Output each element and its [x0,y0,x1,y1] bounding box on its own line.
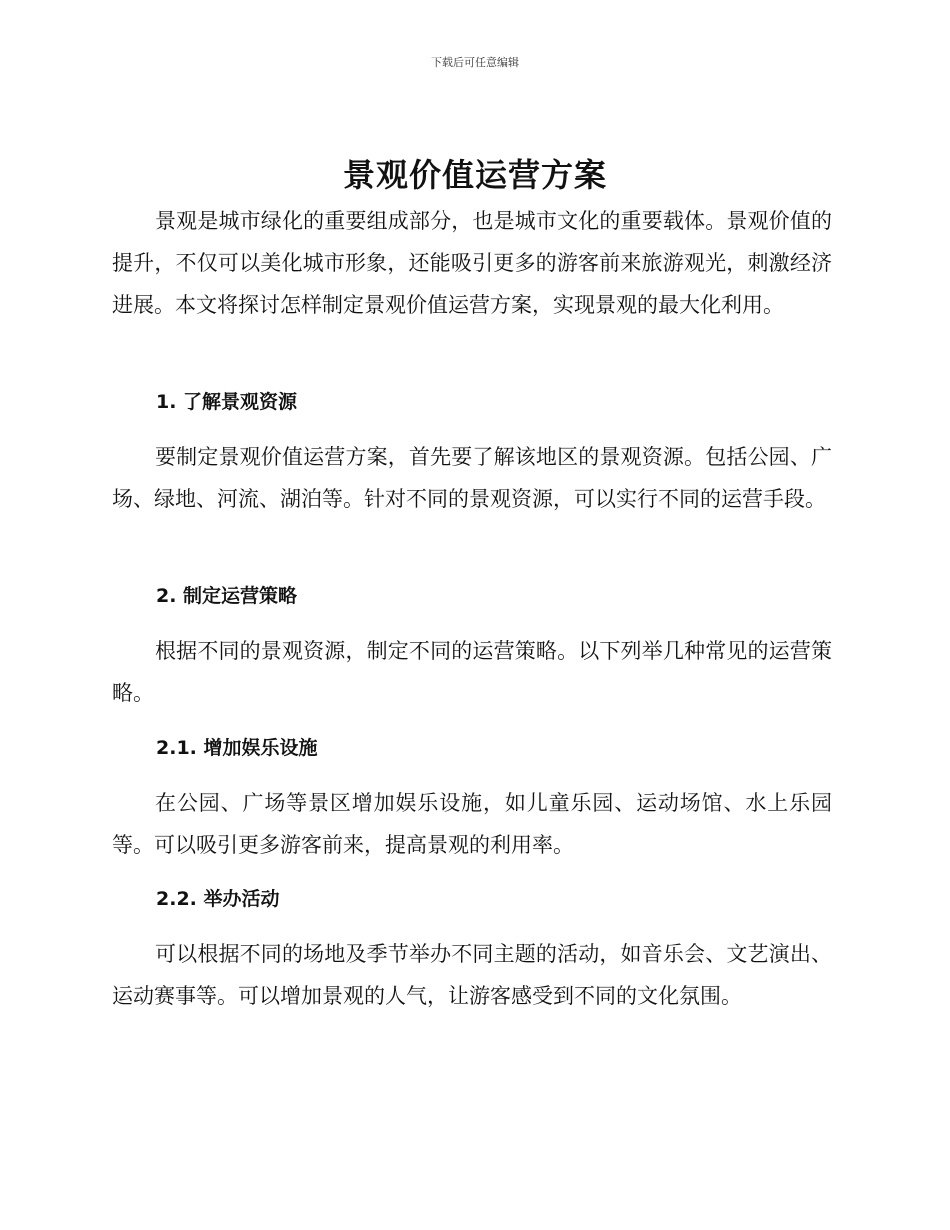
section-paragraph: 可以根据不同的场地及季节举办不同主题的活动，如音乐会、文艺演出、运动赛事等。可以增加景观的人气，让游客感受到不同的文化氛围。 [112,942,832,1008]
section-1-body [112,436,832,520]
page-header-note: 下载后可任意编辑 [431,56,519,69]
subsection-heading: 2.1. 增加娱乐设施 [156,737,318,759]
section-2-2-body [112,933,832,1017]
section-2-1-body [112,782,832,866]
section-2-body [112,630,832,714]
section-paragraph: 根据不同的景观资源，制定不同的运营策略。以下列举几种常见的运营策略。 [112,639,832,705]
document-title: 景观价值运营方案 [342,156,607,194]
intro-paragraph: 景观是城市绿化的重要组成部分，也是城市文化的重要载体。景观价值的提升，不仅可以美化城市形象，还能吸引更多的游客前来旅游观光，刺激经济进展。本文将探讨怎样制定景观价值运营方案，实现景观的最大化利用。 [112,209,832,317]
intro-block [112,200,832,326]
section-1-heading-block [112,389,832,415]
section-2-1-heading-block [112,735,832,761]
section-paragraph: 要制定景观价值运营方案，首先要了解该地区的景观资源。包括公园、广场、绿地、河流、湖泊等。针对不同的景观资源，可以实行不同的运营手段。 [112,445,832,511]
section-heading: 2. 制定运营策略 [156,585,298,607]
section-2-heading-block [112,583,832,609]
section-heading: 1. 了解景观资源 [156,391,298,413]
section-paragraph: 在公园、广场等景区增加娱乐设施，如儿童乐园、运动场馆、水上乐园等。可以吸引更多游客前来，提高景观的利用率。 [112,791,832,857]
section-2-2-heading-block [112,886,832,912]
subsection-heading: 2.2. 举办活动 [156,888,280,910]
